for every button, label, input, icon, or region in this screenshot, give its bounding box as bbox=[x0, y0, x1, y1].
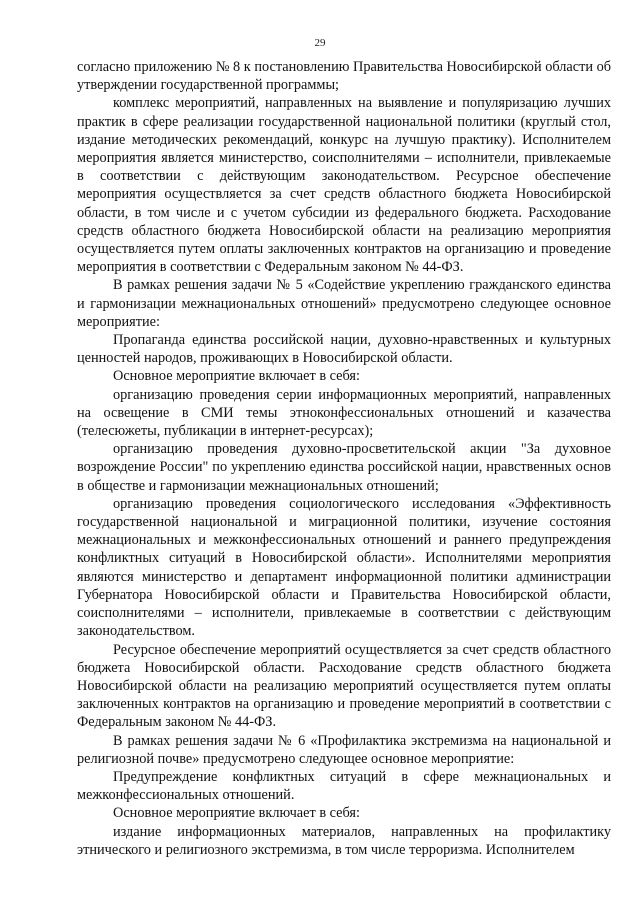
paragraph: В рамках решения задачи № 5 «Содействие укреплению гражданского единства и гармонизации межнациональных отношений» предусмотрено следующее основное мероприятие: bbox=[77, 277, 611, 330]
page-number: 29 bbox=[314, 37, 326, 49]
paragraph: комплекс мероприятий, направленных на выявление и популяризацию лучших практик в сфере реализации государственной национальной политики (круглый стол, издание методических рекомендаций, конкурс на лучшую практику). Исполнителем мероприятия является министерство, соисполнителями – исполнители, привлекаемые в соответствии с действующим законодательством. Ресурсное обеспечение мероприятия осуществляется за счет средств областного бюджета Новосибирской области, в том числе и с учетом субсидии из федерального бюджета. Расходование средств областного бюджета Новосибирской области на реализацию мероприятия осуществляется путем оплаты заключенных контрактов на организацию и проведение мероприятия в соответствии с Федеральным законом № 44-ФЗ. bbox=[77, 95, 611, 276]
paragraph: издание информационных материалов, направленных на профилактику этнического и религиозного экстремизма, в том числе терроризма. Исполнителем bbox=[77, 823, 611, 858]
paragraph: организацию проведения духовно-просветительской акции "За духовное возрождение России" по укреплению единства российской нации, нравственных основ в обществе и гармонизации межнациональных отношений; bbox=[77, 441, 611, 494]
paragraph: Основное мероприятие включает в себя: bbox=[113, 805, 360, 822]
paragraph: Пропаганда единства российской нации, духовно-нравственных и культурных ценностей народов, проживающих в Новосибирской области. bbox=[77, 332, 611, 367]
paragraph: В рамках решения задачи № 6 «Профилактика экстремизма на национальной и религиозной почве» предусмотрено следующее основное мероприятие: bbox=[77, 732, 611, 767]
paragraph: организацию проведения серии информационных мероприятий, направленных на освещение в СМИ темы этноконфессиональных отношений и казачества (телесюжеты, публикации в интернет-ресурсах); bbox=[77, 386, 611, 440]
paragraph: согласно приложению № 8 к постановлению Правительства Новосибирской области об утверждении государственной программы; bbox=[77, 59, 611, 94]
paragraph: организацию проведения социологического исследования «Эффективность государственной национальной и миграционной политики, изучение состояния межнациональных и межконфессиональных отношений и раннего предупреждения конфликтных ситуаций в Новосибирской области». Исполнителями мероприятия являются министерство и департамент информационной политики администрации Губернатора Новосибирской области и Правительства Новосибирской области, соисполнителями – исполнители, привлекаемые в соответствии с действующим законодательством. bbox=[77, 495, 611, 640]
paragraph: Основное мероприятие включает в себя: bbox=[113, 368, 360, 385]
paragraph: Предупреждение конфликтных ситуаций в сфере межнациональных и межконфессиональных отношений. bbox=[77, 768, 611, 804]
document-body bbox=[77, 58, 611, 859]
paragraph: Ресурсное обеспечение мероприятий осуществляется за счет средств областного бюджета Новосибирской области. Расходование средств областного бюджета Новосибирской области на реализацию мероприятий осуществляется путем оплаты заключенных контрактов на организацию и проведение мероприятий в соответствии с Федеральным законом № 44-ФЗ. bbox=[77, 641, 611, 731]
